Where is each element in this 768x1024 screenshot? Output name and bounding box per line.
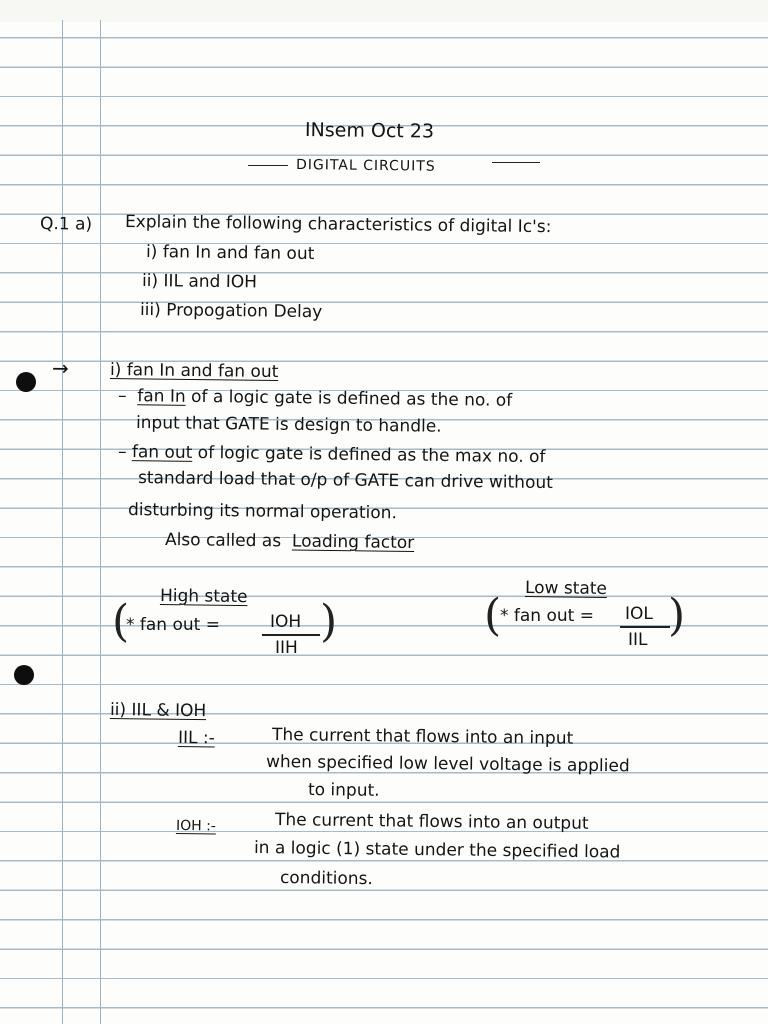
- high-denominator: IIH: [275, 638, 298, 658]
- high-numerator: IOH: [270, 612, 302, 632]
- low-numerator: IOL: [625, 604, 653, 624]
- subtitle-dash-right: [492, 162, 540, 163]
- subtitle-dash-left: [248, 165, 288, 166]
- question-number: Q.1 a): [39, 214, 93, 235]
- low-open-paren: (: [484, 590, 502, 641]
- section1-heading: i) fan In and fan out: [109, 360, 279, 383]
- section2-heading: ii) IIL & IOH: [109, 700, 207, 722]
- ioh-label: IOH :-: [175, 818, 217, 835]
- ioh-line-3: conditions.: [279, 868, 373, 890]
- loading-factor-term: Loading factor: [291, 531, 415, 554]
- high-fraction-bar: [262, 634, 320, 636]
- page-subtitle: DIGITAL CIRCUITS: [295, 157, 436, 175]
- high-close-paren: ): [320, 596, 338, 647]
- high-open-paren: (: [112, 596, 130, 647]
- iil-line-2: when specified low level voltage is applied: [265, 752, 630, 777]
- low-close-paren: ): [668, 590, 686, 641]
- answer-line-5: disturbing its normal operation.: [127, 500, 398, 524]
- page-top-edge: [0, 0, 768, 22]
- low-fanout-lhs: * fan out =: [500, 606, 594, 626]
- low-fraction-bar: [620, 626, 670, 628]
- margin-line-outer: [62, 20, 63, 1024]
- margin-line-inner: [100, 20, 101, 1024]
- answer-line-3-text: of logic gate is defined as the max no. of: [197, 442, 546, 468]
- question-item-2: ii) IIL and IOH: [141, 271, 258, 293]
- answer-line-6: [165, 530, 414, 553]
- binder-hole-lower: [14, 665, 34, 685]
- iil-line-1: The current that flows into an input: [271, 725, 574, 749]
- answer-line-1: – fan In of a logic gate is defined as the no. of: [117, 386, 513, 411]
- question-item-3: iii) Propogation Delay: [139, 300, 323, 323]
- low-state-label: Low state: [524, 578, 608, 600]
- answer-line-4: standard load that o/p of GATE can drive without: [137, 468, 553, 494]
- fan-out-term: fan out: [131, 442, 193, 463]
- answer-line-6-text: Also called as: [164, 530, 282, 552]
- answer-line-3: – fan out of logic gate is defined as the max no. of: [117, 442, 546, 468]
- low-denominator: IIL: [628, 630, 648, 650]
- arrow-icon: →: [51, 356, 69, 381]
- answer-line-1-text: of a logic gate is defined as the no. of: [190, 386, 513, 411]
- high-state-label: High state: [159, 586, 248, 608]
- answer-line-2: input that GATE is design to handle.: [135, 413, 442, 437]
- question-item-1: i) fan In and fan out: [145, 242, 315, 265]
- page-title: INsem Oct 23: [304, 119, 435, 143]
- ioh-line-1: The current that flows into an output: [274, 810, 589, 834]
- ioh-line-2: in a logic (1) state under the specified load: [253, 838, 621, 863]
- fan-in-term: fan In: [137, 386, 186, 407]
- iil-line-3: to input.: [307, 780, 380, 801]
- iil-label: IIL :-: [177, 728, 215, 749]
- high-fanout-lhs: * fan out =: [126, 615, 220, 635]
- question-text: Explain the following characteristics of digital Ic's:: [124, 212, 552, 238]
- binder-hole-upper: [16, 372, 36, 392]
